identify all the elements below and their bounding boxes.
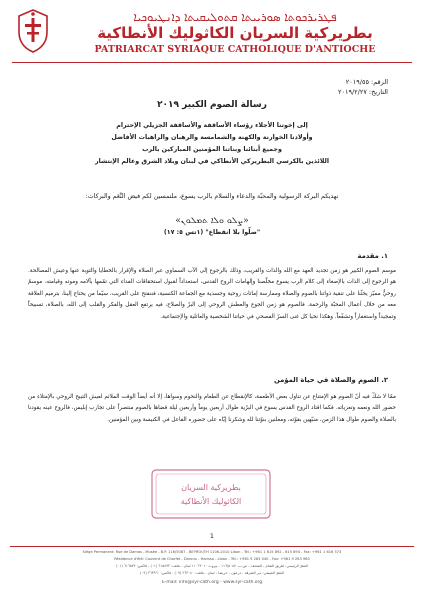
address-line-3: وجميع أبنائنا وبناتنا المؤمنين المباركين بالرب — [142, 146, 282, 153]
stamp-line-2: الكاثوليك الأنطاكية — [180, 497, 242, 506]
header-divider — [12, 62, 412, 63]
patriarchal-crest-icon — [14, 8, 52, 54]
letter-title: رسالة الصوم الكبير ٢٠١٩ — [157, 100, 267, 110]
header-syriac-name: ܦܛܪܝܪܟܘܬܐ ܣܘܪܝܝܬܐ ܩܬܘܠܝܩܝܬܐ ܕܐܢܛܝܘܟܝܐ — [133, 10, 337, 24]
address-line-1: إلى إخوتنا الأجلاء رؤساء الأساقفة والأساقفة الجزيلي الإحترام — [116, 122, 308, 129]
quote-syriac: «ܨܠܘ ܘܠܐ ܬܡܠܘܢ» — [175, 216, 249, 226]
footer-line-4: المقرّ الصيفي: دير الشرفة - درعون - حريصا - لبنان - هاتف: ٢٦٣٠٤٠ (٠٩) - فاكس: ٢٦٣٩٦٠ (٠٩) — [140, 571, 284, 575]
address-line-2: وأولادنا الخوارنة والكهنة والشمامسة والرهبان والراهبات الأفاضل — [111, 134, 313, 141]
section-body-introduction: موسم الصوم الكبير هو زمن تجديد العهد مع الله والذات والقريب، وذلك بالرجوع إلى الآب السماوي عبر الصلاة والإقرار بالخطايا والتوبة عنها وعيش المصالحة. هو الرجوع إلى الذات بالإصغاء إلى كلام الرب يسوع مخلّصنا وإلهامات الروح القدس، استعداداً لقبول استحقاقات الفداء التي تمّمها بآلامه وموته وقيامته. موسمٌ روحيٌّ مميّز يحثّنا على تنقية ذواتنا بالصوم والصلاة وممارسة إماتات روحية وجسدية مع الجماعة الكنسية، فننفتح على القريب، سيّما من يحتاج إلينا، بترميم العلاقة معه من خلال أعمال المحبّة والرحمة. فالصوم هو زمن الجوع والعطش الروحي إلى البرّ والصلاح، فيه يرتفع العقل والفكر والقلب إلى الله، بالصلاة، تسبيحاً وتمجيداً واستغفاراً وتشفّعاً. وهكذا نحيا كل غنى السرّ الفصحي في حياتنا الشخصية والعائلية والإجتماعية. — [28, 268, 396, 320]
stamp-line-1: بطريركية السريان — [181, 483, 241, 492]
footer-line-1: Siège Permanent: Rue de Damas - Musée - B.P. 116/5087 - BEYROUTH 1106-2010 Liban - Tél.: +961 1 615 892 - 615 894 - Fax: +961 1 616 573 — [82, 550, 342, 554]
footer-line-2: Résidence d'été: Couvent de Charfet - Daroun - Harissa - Liban - Tél.: +961 9 263 040 - Fax: +961 9 263 960 — [114, 557, 310, 561]
footer-divider — [10, 546, 414, 547]
header-french-name: PATRIARCAT SYRIAQUE CATHOLIQUE D'ANTIOCHE — [94, 44, 376, 55]
quote-arabic: "صلّوا بلا انقطاع" (١تس ٥: ١٧) — [163, 229, 261, 236]
letter-date: التاريخ: ٢٠١٩/٢/٢٧ — [338, 88, 388, 96]
patriarchate-stamp — [150, 468, 272, 520]
footer-line-3: المقرّ الرئيسي: طريق الشام - المتحف - ص.ب. ١١٦/٥٠٨٧ - بيروت ١١٠٦٢٠١٠ لبنان - هاتف: ٦١٥٨٩٢ (٠١) - فاكس: ٦١٦٥٧٣ (٠١) — [116, 564, 308, 568]
address-line-4: اللائذين بالكرسي البطريركي الأنطاكي في لبنان وبلاد الشرق وعالم الإنتشار — [94, 158, 330, 165]
section-body-fasting-prayer: ممّا لا شكّ فيه أنّ الصوم هو الإمتناع عن تناول بعض الأطعمة، كالإنقطاع عن الطعام والنحوم وسواها، إلا أنه أيضاً الوقت الملائم لعيش التبيح الروحي بالإمتلاء من حضور الله ونعمه وتعزياته. فكما اقتاد الروح القدس يسوع في البرّية طوال أربعين يوماً وأربعين ليلة قضاها بالصوم منتصراً على تجارب إبليس، فالروح عينه يقودنا بالصلاة والصوم طوال هذا الزمن، منبّهين بقوّته، ومعلنين بنوّتنا لله وشكرنا إيّاه على حضوره الفاعل في الكنيسة وبين المؤمنين. — [28, 394, 396, 423]
greeting: نهديكم البركة الرسولية والمحبّة والدعاء والسلام بالرب يسوع، ملتمسين لكم فيض النِّعَم والبركات: — [85, 193, 339, 200]
page-number: 1 — [209, 532, 215, 540]
header-arabic-name: بطريركية السريان الكاثوليك الأنطاكية — [97, 24, 373, 42]
section-heading-introduction: ١. مقدمة — [357, 252, 388, 260]
section-heading-fasting-prayer: ٢. الصوم والصلاة في حياة المؤمن — [274, 376, 388, 384]
footer-contact[interactable]: E-mail: info@syr-cath.org - www.syr-cath.org — [161, 580, 263, 585]
reference-number: الرقم: ٢٠١٩/٥٥ — [345, 78, 388, 86]
